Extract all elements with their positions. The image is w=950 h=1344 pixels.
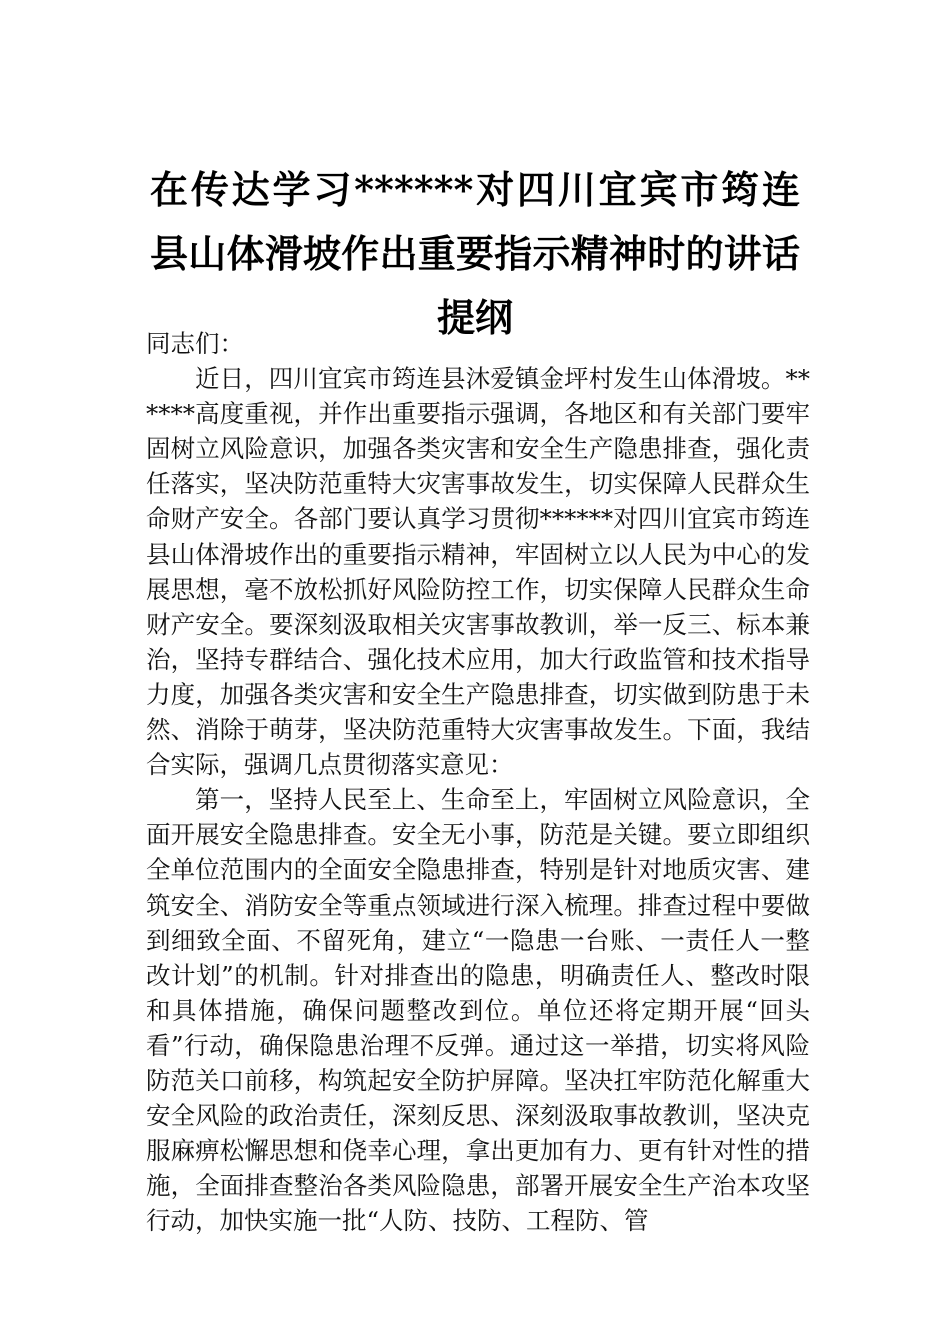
paragraph-first-point: 第一，坚持人民至上、生命至上，牢固树立风险意识，全面开展安全隐患排查。安全无小事，防范是关键。要立即组织全单位范围内的全面安全隐患排查，特别是针对地质灾害、建筑安全、消防安全等重点领域进行深入梳理。排查过程中要做到细致全面、不留死角，建立“一隐患一台账、一责任人一整改计划”的机制。针对排查出的隐患，明确责任人、整改时限和具体措施，确保问题整改到位。单位还将定期开展“回头看”行动，确保隐患治理不反弹。通过这一举措，切实将风险防范关口前移，构筑起安全防护屏障。坚决扛牢防范化解重大安全风险的政治责任，深刻反思、深刻汲取事故教训，坚决克服麻痹松懈思想和侥幸心理，拿出更加有力、更有针对性的措施，全面排查整治各类风险隐患，部署开展安全生产治本攻坚行动，加快实施一批“人防、技防、工程防、管 (146, 785, 810, 1236)
paragraph-intro: 近日，四川宜宾市筠连县沐爱镇金坪村发生山体滑坡。******高度重视，并作出重要指示强调，各地区和有关部门要牢固树立风险意识，加强各类灾害和安全生产隐患排查，强化责任落实，坚决防范重特大灾害事故发生，切实保障人民群众生命财产安全。各部门要认真学习贯彻******对四川宜宾市筠连县山体滑坡作出的重要指示精神，牢固树立以人民为中心的发展思想，毫不放松抓好风险防控工作，切实保障人民群众生命财产安全。要深刻汲取相关灾害事故教训，举一反三、标本兼治，坚持专群结合、强化技术应用，加大行政监管和技术指导力度，加强各类灾害和安全生产隐患排查，切实做到防患于未然、消除于萌芽，坚决防范重特大灾害事故发生。下面，我结合实际，强调几点贯彻落实意见： (146, 364, 810, 780)
salutation: 同志们： (146, 329, 244, 358)
document-title: 在传达学习******对四川宜宾市筠连县山体滑坡作出重要指示精神时的讲话提纲 (150, 167, 800, 340)
document-body (146, 326, 810, 1238)
